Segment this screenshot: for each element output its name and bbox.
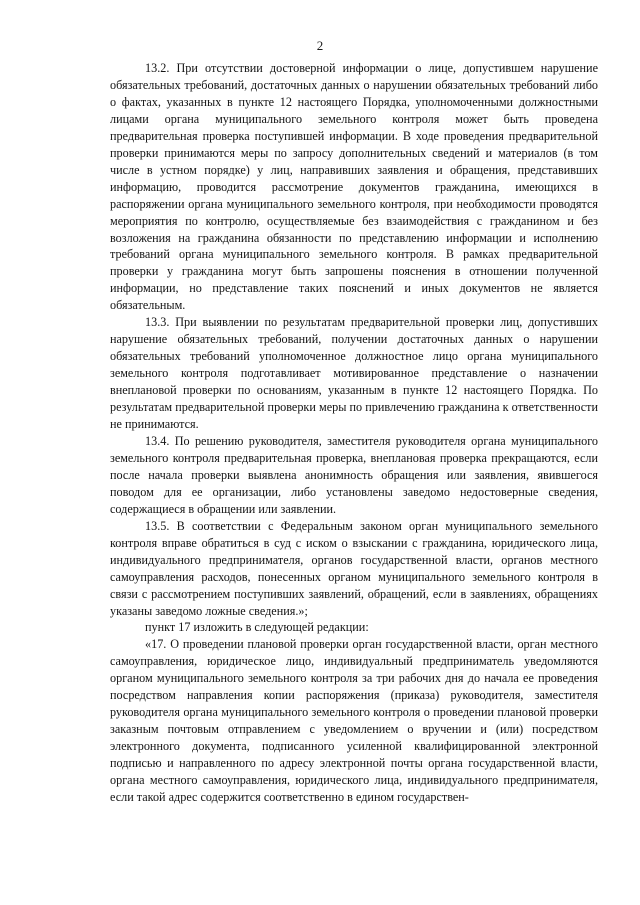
paragraph-amendment-intro: пункт 17 изложить в следующей редакции: xyxy=(145,620,369,635)
paragraph-17: «17. О проведении плановой проверки орган государственной власти, орган местного самоуправления, юридическое лицо, индивидуальный предприниматель уведомляются органом муниципального земельного контроля за три рабочих дня до начала ее проведения посредством направления копии распоряжения (приказа) руководителя, заместителя руководителя органа муниципального земельного контроля о проведении плановой проверки заказным почтовым отправлением с уведомлением о вручении и (или) посредством электронного документа, подписанного усиленной квалифицированной электронной подписью и направленного по адресу электронной почты органа государственной власти, органа местного самоуправления, юридического лица, индивидуального предпринимателя, если такой адрес содержится соответственно в едином государствен- xyxy=(110,637,598,804)
paragraph-13-3: 13.3. При выявлении по результатам предварительной проверки лиц, допустивших нарушение обязательных требований, получении достаточных данных о нарушении обязательных требований уполномоченное должностное лицо органа муниципального земельного контроля подготавливает мотивированное представление о назначении внеплановой проверки по основаниям, указанным в пункте 12 настоящего Порядка. По результатам предварительной проверки меры по привлечению гражданина к ответственности не принимаются. xyxy=(110,315,598,432)
page-number: 2 xyxy=(316,38,324,53)
document-body xyxy=(110,60,598,806)
paragraph-13-2: 13.2. При отсутствии достоверной информации о лице, допустившем нарушение обязательных требований, достаточных данных о нарушении обязательных требований либо о фактах, указанных в пункте 12 настоящего Порядка, уполномоченными должностными лицами органа муниципального земельного контроля может быть проведена предварительная проверка поступившей информации. В ходе проведения предварительной проверки принимаются меры по запросу дополнительных сведений и материалов (в том числе в устном порядке) у лиц, направивших заявления и обращения, представивших информацию, проводится рассмотрение документов гражданина, имеющихся в распоряжении органа муниципального земельного контроля, при необходимости проводятся мероприятия по контролю, осуществляемые без взаимодействия с гражданином и без возложения на гражданина обязанности по представлению информации и исполнению требований органа муниципального земельного контроля. В рамках предварительной проверки у гражданина могут быть запрошены пояснения в отношении полученной информации, но представление таких пояснений и иных документов не является обязательным. xyxy=(110,61,598,313)
paragraph-13-5: 13.5. В соответствии с Федеральным законом орган муниципального земельного контроля вправе обратиться в суд с иском о взыскании с гражданина, юридического лица, индивидуального предпринимателя, органов государственной власти, органов местного самоуправления расходов, понесенных органом муниципального земельного контроля в связи с рассмотрением поступивших заявлений, обращений, если в заявлениях, обращениях указаны заведомо ложные сведения.»; xyxy=(110,518,598,618)
paragraph-13-4: 13.4. По решению руководителя, заместителя руководителя органа муниципального земельного контроля предварительная проверка, внеплановая проверка прекращаются, если после начала проверки выявлена анонимность обращения или заявления, явившегося поводом для ее организации, либо установлены заведомо недостоверные сведения, содержащиеся в обращении или заявлении. xyxy=(110,433,598,516)
